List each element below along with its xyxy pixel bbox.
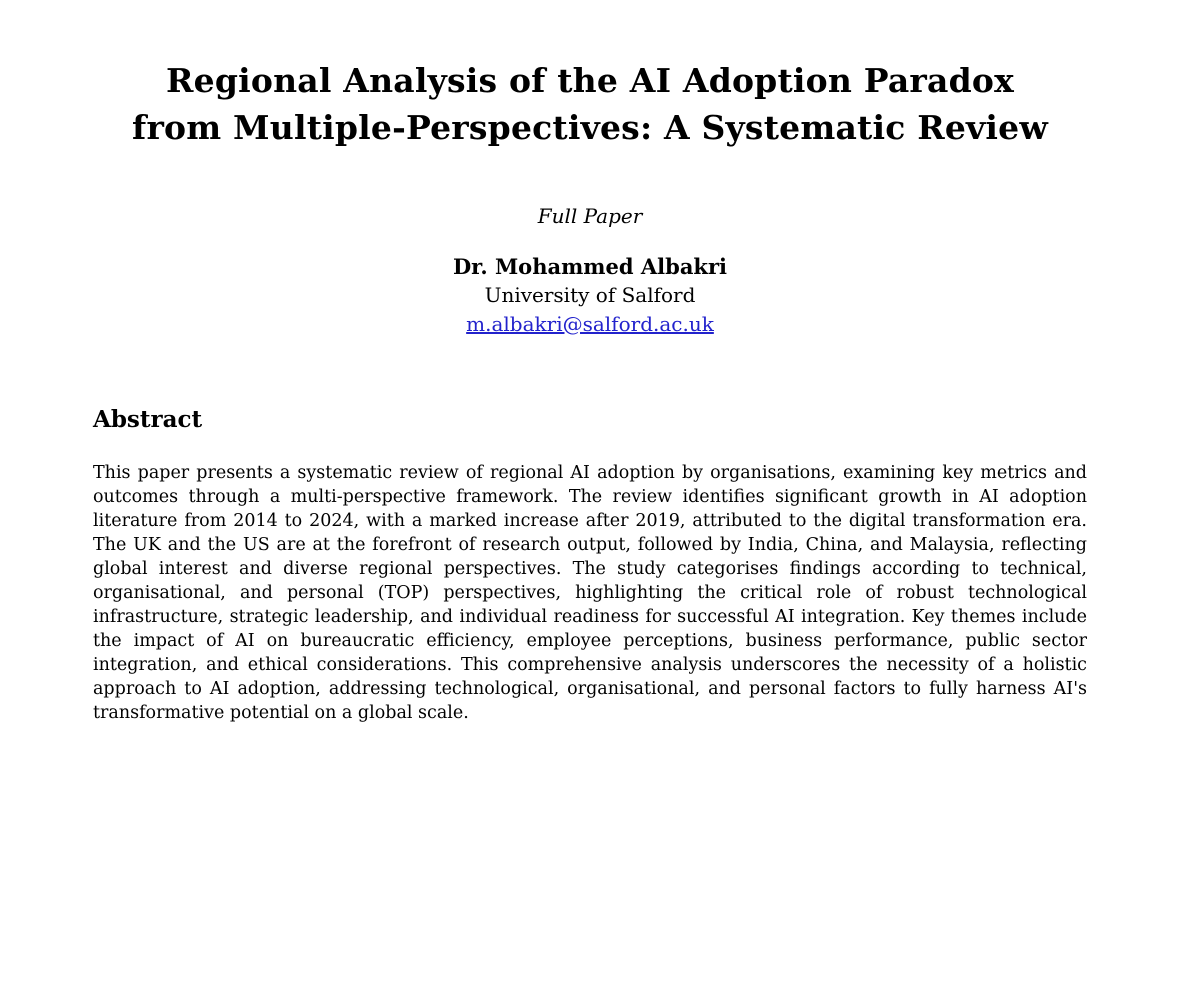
author-email-link[interactable]: m.albakri@salford.ac.uk [466, 311, 714, 336]
abstract-heading: Abstract [93, 405, 203, 433]
author-affiliation: University of Salford [484, 282, 696, 307]
author-block [93, 204, 1087, 336]
abstract-text: This paper presents a systematic review of regional AI adoption by organisations, examining key metrics and outcomes through a multi-perspective framework. The review identifies significant growth in AI adoption literature from 2014 to 2024, with a marked increase after 2019, attributed to the digital transformation era. The UK and the US are at the forefront of research output, followed by India, China, and Malaysia, reflecting global interest and diverse regional perspectives. The study categorises findings according to technical, organisational, and personal (TOP) perspectives, highlighting the critical role of robust technological infrastructure, strategic leadership, and individual readiness for successful AI integration. Key themes include the impact of AI on bureaucratic efficiency, employee perceptions, business performance, public sector integration, and ethical considerations. This comprehensive analysis underscores the necessity of a holistic approach to AI adoption, addressing technological, organisational, and personal factors to fully harness AI's transformative potential on a global scale. [93, 462, 1087, 723]
paper-type-label: Full Paper [537, 203, 643, 228]
paper-title: Regional Analysis of the AI Adoption Paradox from Multiple-Perspectives: A Systematic Review [132, 61, 1048, 147]
author-name: Dr. Mohammed Albakri [452, 253, 728, 279]
author-email [93, 312, 1087, 336]
